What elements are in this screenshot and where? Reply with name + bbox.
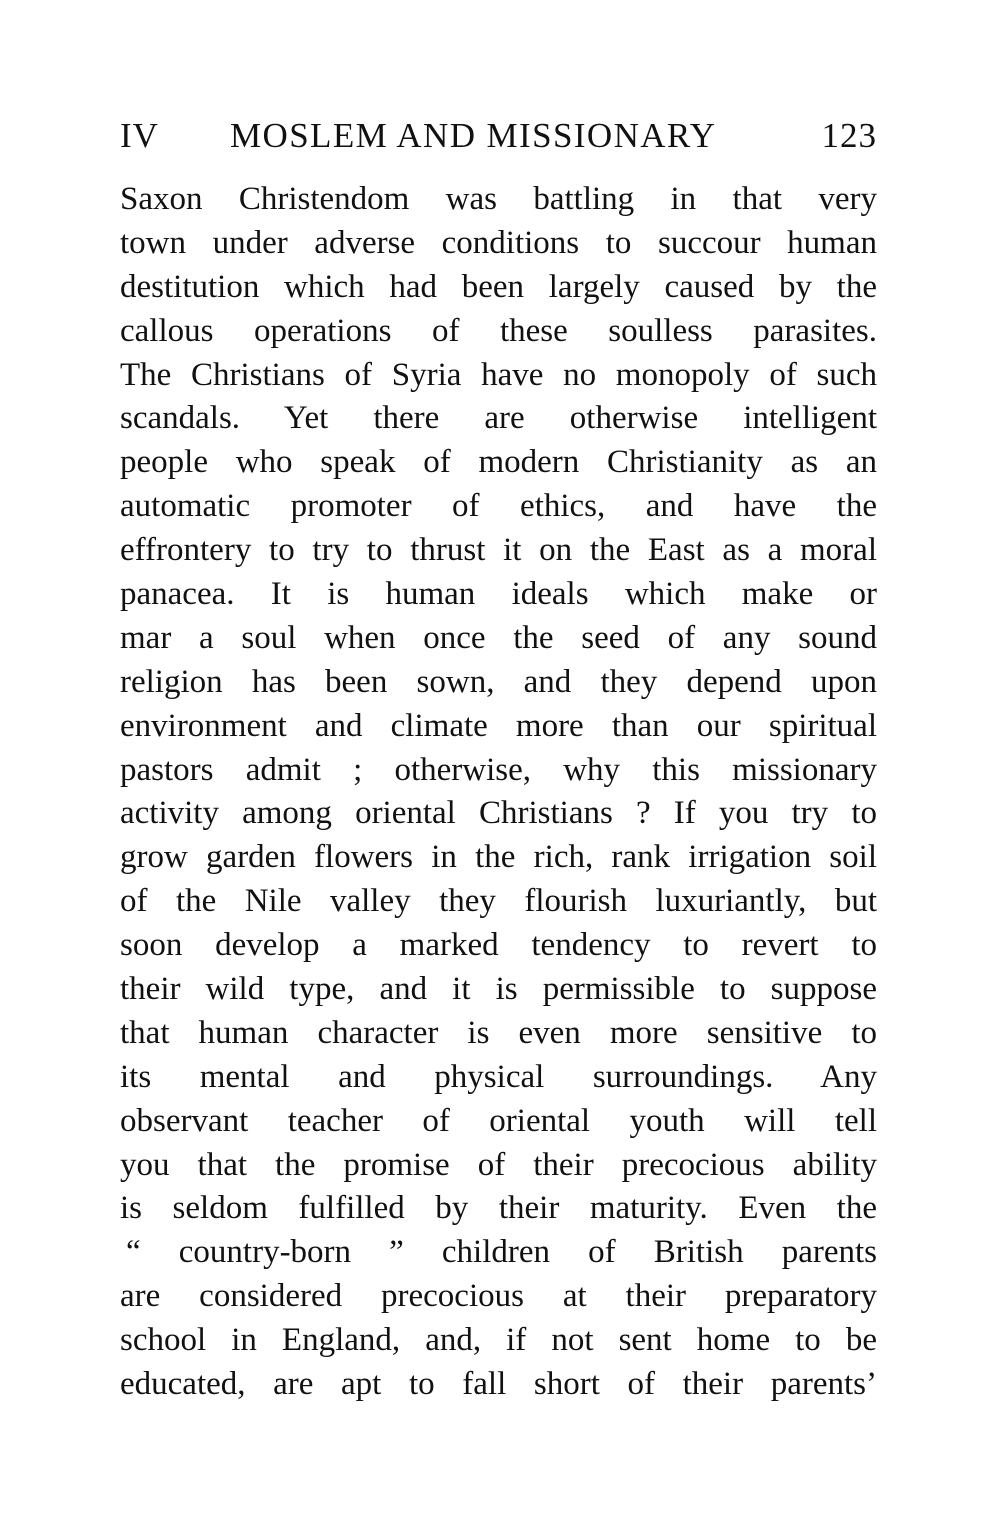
text-line: are considered precocious at their preparatory (120, 1278, 877, 1315)
text-line: their wild type, and it is permissible to suppose (120, 971, 877, 1008)
text-line: “ country-born ” children of British parents (126, 1234, 877, 1271)
text-line: callous operations of these soulless parasites. (120, 312, 877, 349)
text-line: grow garden flowers in the rich, rank irrigation soil (120, 839, 877, 876)
page-number: 123 (821, 116, 877, 155)
body-text (120, 178, 877, 1407)
chapter-numeral: IV (120, 116, 159, 155)
text-line: effrontery to try to thrust it on the East as a moral (120, 532, 877, 569)
text-line: that human character is even more sensitive to (120, 1014, 877, 1051)
running-title: MOSLEM AND MISSIONARY (230, 116, 717, 155)
text-line: observant teacher of oriental youth will tell (120, 1102, 877, 1139)
text-line: scandals. Yet there are otherwise intelligent (120, 400, 877, 437)
text-line: pastors admit ; otherwise, why this missionary (120, 751, 877, 788)
text-line: is seldom fulfilled by their maturity. Even the (120, 1190, 877, 1227)
text-line: destitution which had been largely caused by the (120, 268, 877, 305)
text-line: of the Nile valley they flourish luxuriantly, but (120, 883, 877, 920)
text-line: environment and climate more than our spiritual (120, 707, 877, 744)
text-line: activity among oriental Christians ? If you try to (120, 795, 877, 832)
text-line: The Christians of Syria have no monopoly of such (120, 356, 877, 393)
text-line: Saxon Christendom was battling in that very (120, 181, 877, 217)
text-line: its mental and physical surroundings. Any (120, 1058, 877, 1095)
text-line: religion has been sown, and they depend upon (120, 663, 877, 700)
text-line: town under adverse conditions to succour human (120, 224, 877, 261)
text-line: school in England, and, if not sent home to be (120, 1322, 877, 1359)
running-head (120, 108, 877, 164)
text-line: automatic promoter of ethics, and have the (120, 488, 877, 525)
text-line: you that the promise of their precocious ability (120, 1146, 877, 1183)
text-line: educated, are apt to fall short of their parents’ (120, 1366, 877, 1403)
text-line: soon develop a marked tendency to revert to (120, 927, 877, 964)
text-line: panacea. It is human ideals which make or (120, 576, 877, 613)
text-line: people who speak of modern Christianity as an (120, 444, 877, 481)
text-line: mar a soul when once the seed of any sound (120, 619, 877, 656)
